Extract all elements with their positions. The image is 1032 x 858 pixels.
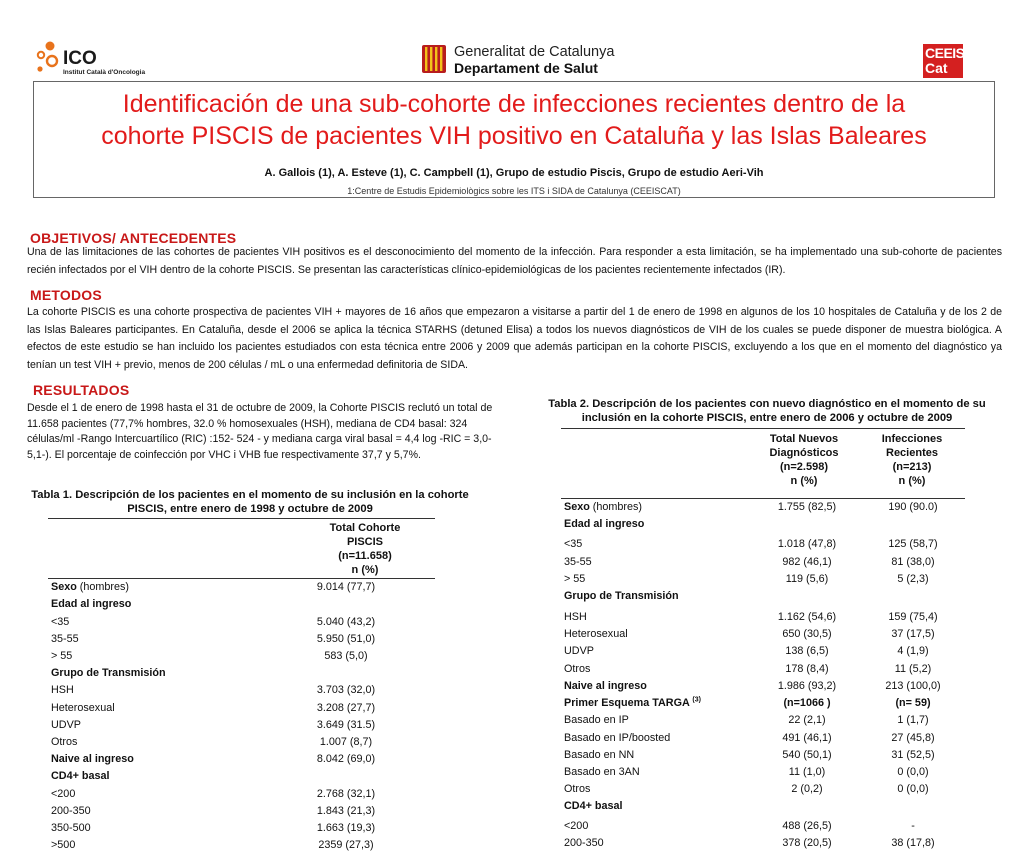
row-value-recent: 38 (17,8) [891,837,935,849]
table1-col-header [290,521,440,577]
row-value-recent: 31 (52,5) [891,749,935,761]
row-label: 200-350 [564,837,604,849]
row-value-total: 1.986 (93,2) [777,680,837,692]
row-value-total: 22 (2,1) [788,714,826,726]
row-value-recent: 81 (38,0) [891,556,935,568]
row-value-recent: 0 (0,0) [897,766,929,778]
row-label-main: Sexo [564,501,590,513]
table-row [564,764,984,781]
poster-title-line1: Identificación de una sub-cohorte de infecciones recientes dentro de la [122,90,906,118]
table1-caption-line2: PISCIS, entre enero de 1998 y octubre de 2009 [127,503,373,515]
table-row [51,579,441,596]
row-value-total: 1.162 (54,6) [777,611,837,623]
table-row [564,661,984,678]
row-label: Edad al ingreso [564,518,645,530]
table2-col1-header [740,432,868,488]
row-label: CD4+ basal [564,800,623,812]
row-value-recent: 11 (5,2) [894,663,932,675]
row-label [564,499,642,516]
row-value: 2.768 (32,1) [316,788,376,800]
row-value-total: 1.018 (47,8) [777,538,837,550]
row-label: UDVP [51,719,81,731]
table-row [51,786,441,803]
row-label: Otros [564,663,591,675]
table-row [51,700,441,717]
table-row [51,682,441,699]
objetivos-text: Una de las limitaciones de las cohortes de pacientes VIH positivos es el desconocimiento del momento de la infección. Para responder a esta limitación, se ha implementado una sub-cohorte de pacientes recién infectados por el VIH dentro de la cohorte PISCIS. Se presentan las características clínico-epidemiológicas de los pacientes recientemente infectados (IR). [27,246,1002,276]
table2-top-rule [561,428,965,429]
row-value-recent: 0 (0,0) [897,783,929,795]
row-value-total: 488 (26,5) [782,820,832,832]
table2-col2-header-line: n (%) [898,475,926,487]
resultados-heading: RESULTADOS [33,382,130,398]
table1-caption [4,488,496,516]
row-value-recent: - [911,820,915,832]
row-value-recent: 37 (17,5) [891,628,935,640]
table2-col2-header-line: Recientes [886,447,938,459]
row-label: Basado en 3AN [564,766,640,778]
row-label: CD4+ basal [51,770,110,782]
table2-caption-line1: Tabla 2. Descripción de los pacientes con nuevo diagnóstico en el momento de su [548,398,986,410]
table2-col1-header-line: n (%) [790,475,818,487]
generalitat-shield-icon [421,44,447,74]
row-label: Basado en NN [564,749,635,761]
row-label: 35-55 [51,633,79,645]
generalitat-logo [421,44,641,76]
row-value: 2359 (27,3) [318,839,374,851]
table-row [51,734,441,751]
row-value-total: 178 (8,4) [785,663,829,675]
table-row [51,717,441,734]
row-label: Heterosexual [51,702,115,714]
table1-caption-line1: Tabla 1. Descripción de los pacientes en el momento de su inclusión en la cohorte [31,489,469,501]
row-label: Basado en IP/boosted [564,732,671,744]
table-row [564,798,984,815]
table1-top-rule [48,518,435,519]
row-value-total: 2 (0,2) [791,783,823,795]
table2-col1-header-line: Total Nuevos [769,433,839,445]
row-value-total: 378 (20,5) [782,837,832,849]
row-value-recent: 5 (2,3) [897,573,929,585]
ico-logo [33,40,173,80]
row-label: > 55 [564,573,586,585]
row-label: Grupo de Transmisión [51,667,166,679]
row-value: 3.649 (31.5) [316,719,376,731]
table-row [564,499,984,516]
table1-col-header-line: Total Cohorte [329,522,401,534]
row-value-recent: 213 (100,0) [885,680,941,692]
row-value-recent: 125 (58,7) [888,538,938,550]
row-value-recent: 190 (90.0) [888,501,938,513]
poster-title [34,88,994,152]
generalitat-name: Generalitat de Catalunya [454,44,615,60]
row-value-total: 650 (30,5) [782,628,832,640]
row-label: Heterosexual [564,628,628,640]
row-label: <200 [51,788,76,800]
row-label: <200 [564,820,589,832]
table-row [51,768,441,785]
table-row [564,609,984,626]
row-label: Otros [564,783,591,795]
table-row [51,614,441,631]
row-value: 5.040 (43,2) [316,616,376,628]
row-label: Naive al ingreso [564,680,647,692]
table-row [564,835,984,852]
table-row [564,588,984,605]
row-label: 200-350 [51,805,91,817]
row-value-recent: 27 (45,8) [891,732,935,744]
table2-col2-header-line: (n=213) [892,461,932,473]
row-value: 5.950 (51,0) [316,633,376,645]
department-name: Departament de Salut [454,60,598,76]
row-value: 1.843 (21,3) [316,805,376,817]
table-row [564,712,984,729]
table-row [564,554,984,571]
row-label: <35 [564,538,583,550]
table2-col2-header [858,432,966,488]
row-value: 8.042 (69,0) [316,753,376,765]
row-value: 1.007 (8,7) [319,736,373,748]
table2-caption-line2: inclusión en la cohorte PISCIS, entre enero de 2006 y octubre de 2009 [581,412,953,424]
row-label: 35-55 [564,556,592,568]
table-row [51,665,441,682]
row-value-total: 11 (1,0) [788,766,826,778]
row-value-recent: (n= 59) [895,697,931,709]
row-label: UDVP [564,645,594,657]
resultados-text: Desde el 1 de enero de 1998 hasta el 31 de octubre de 2009, la Cohorte PISCIS reclutó un total de 11.658 pacientes (77,7% hombres, 32.0 % homosexuales (HSH), mediana de CD4 basal: 324 células/ml -Rango Intercuartílico (RIC) :152- 524 - y mediana carga viral basal = 4,4 log -RIC = 3,0- 5,1-). El porcentaje de coinfección por VHC i VHB fue respectivamente 37,7 y 5,7%. [27,402,493,461]
row-value-recent: 4 (1,9) [897,645,929,657]
row-label: 350-500 [51,822,91,834]
table2-col2-header-line: Infecciones [881,433,943,445]
row-label: Otros [51,736,78,748]
row-value-total: 119 (5,6) [785,573,829,585]
table2-col1-header-line: (n=2.598) [780,461,828,473]
row-value-recent: 159 (75,4) [888,611,938,623]
table1-col-header-line: n (%) [351,564,379,576]
ico-name: ICO [63,48,97,69]
row-label: Basado en IP [564,714,629,726]
footnote-ref: (3) [692,696,701,704]
table1-col-header-line: PISCIS [346,536,384,548]
ceeiscat-logo-line2: Cat [925,60,948,76]
table-row [564,571,984,588]
table-row [564,695,984,712]
objetivos-heading: OBJETIVOS/ ANTECEDENTES [30,230,237,246]
row-value: 3.208 (27,7) [316,702,376,714]
row-label-main: Primer Esquema TARGA [564,697,690,709]
ceeiscat-logo [923,44,963,78]
table-row [564,747,984,764]
affiliation: 1:Centre de Estudis Epidemiològics sobre les ITS i SIDA de Catalunya (CEEISCAT) [347,186,681,196]
row-label: Edad al ingreso [51,598,132,610]
title-box [33,81,995,198]
table-row [564,678,984,695]
row-label: <35 [51,616,70,628]
row-value-total: 982 (46,1) [782,556,832,568]
table2-caption [518,397,1016,425]
table-row [51,837,441,854]
table-row [51,751,441,768]
row-label: > 55 [51,650,73,662]
row-value: 583 (5,0) [324,650,368,662]
table-row [564,626,984,643]
table-row [564,730,984,747]
row-label [564,695,701,712]
table-row [51,631,441,648]
row-label: Grupo de Transmisión [564,590,679,602]
row-label: HSH [51,684,74,696]
poster-title-line2: cohorte PISCIS de pacientes VIH positivo en Cataluña y las Islas Baleares [101,122,927,150]
row-label: Naive al ingreso [51,753,134,765]
table-row [564,536,984,553]
table-row [51,803,441,820]
table2-col1-header-line: Diagnósticos [769,447,839,459]
table-row [564,516,984,533]
metodos-text: La cohorte PISCIS es una cohorte prospectiva de pacientes VIH + mayores de 16 años que empezaron a visitarse a partir del 1 de enero de 1998 en algunos de los 10 hospitales de Cataluña y de los 2 de las Islas Baleares participantes. En Cataluña, desde el 2006 se aplica la técnica STARHS (detuned Elisa) a todos los nuevos diagnósticos de VIH de los cuales se puede disponer de muestra biológica. A efectos de este estudio se han incluido los pacientes estudiados con esta técnica entre 2006 y 2009 que además participan en la cohorte PISCIS, excluyendo a los que en el momento del diagnóstico ya tenían un test VIH + previo, menos de 200 células / mL o una enfermedad definitoria de SIDA. [27,306,1002,371]
table-row [564,818,984,835]
table1-body [51,579,441,858]
table-row [564,643,984,660]
row-value: 3.703 (32,0) [316,684,376,696]
row-value-total: (n=1066 ) [783,697,831,709]
row-value: 1.663 (19,3) [316,822,376,834]
metodos-heading: METODOS [30,287,102,303]
ceeiscat-logo-line1: CEEIS [925,45,965,61]
row-value-total: 540 (50,1) [782,749,832,761]
ico-logo-icon [33,40,63,76]
row-label-extra: (hombres) [76,581,130,593]
row-value-total: 491 (46,1) [782,732,832,744]
row-label [51,579,129,596]
row-value-total: 1.755 (82,5) [777,501,837,513]
row-value: 9.014 (77,7) [316,581,376,593]
table2-body [564,499,984,858]
table-row [51,648,441,665]
row-label: >500 [51,839,76,851]
row-value-total: 138 (6,5) [785,645,829,657]
table-row [564,781,984,798]
row-value-recent: 1 (1,7) [897,714,929,726]
row-label-main: Sexo [51,581,77,593]
table-row [51,596,441,613]
ico-subtitle: Institut Català d'Oncologia [63,69,146,76]
authors: A. Gallois (1), A. Esteve (1), C. Campbell (1), Grupo de estudio Piscis, Grupo de estudio Aeri-Vih [264,167,764,179]
row-label: HSH [564,611,587,623]
table1-col-header-line: (n=11.658) [338,550,392,562]
table-row [51,820,441,837]
row-label-extra: (hombres) [589,501,643,513]
